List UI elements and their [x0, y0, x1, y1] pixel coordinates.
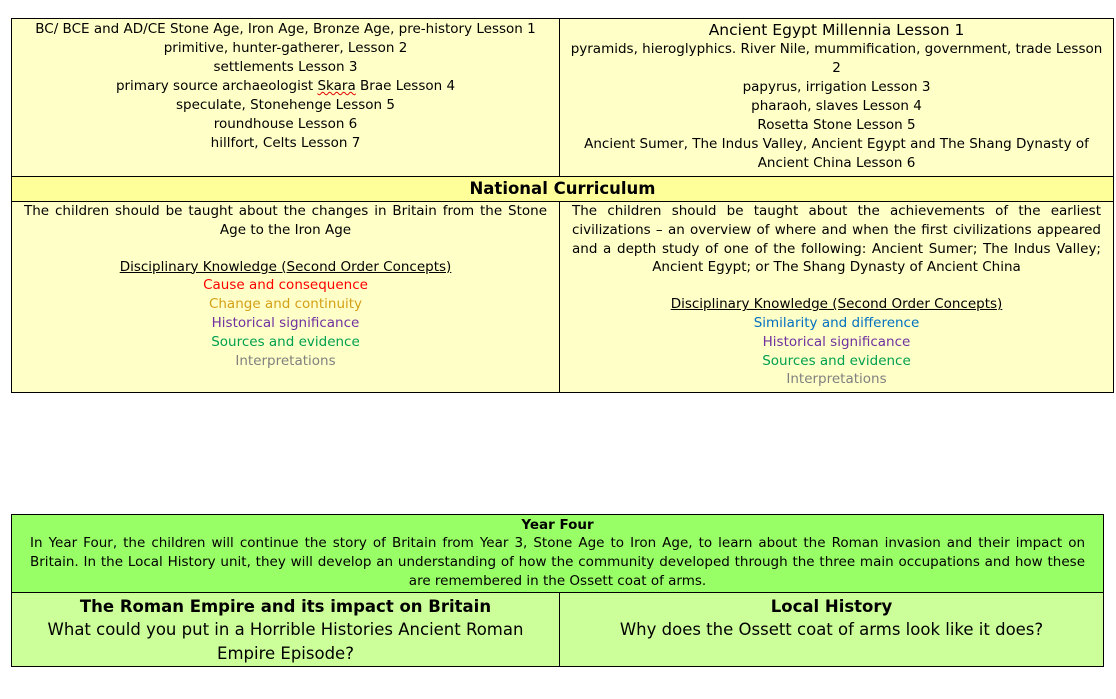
lesson-item: Ancient Egypt Millennia Lesson 1 [708, 21, 965, 39]
nc-left-statement: The children should be taught about the changes in Britain from the Stone Age to the Iron Age [24, 203, 547, 238]
lesson-item: BC/ BCE and AD/CE Stone Age, Iron Age, Bronze Age, pre-history Lesson 1 [35, 21, 536, 37]
nc-left-content [12, 202, 559, 373]
nc-left-cell [12, 202, 560, 393]
lesson-item [20, 77, 551, 96]
lesson-item: roundhouse Lesson 6 [213, 116, 358, 132]
lesson-item: hillfort, Celts Lesson 7 [210, 135, 361, 151]
lesson-text: primary source archaeologist [115, 78, 318, 94]
nc-right-cell [560, 202, 1114, 393]
nc-right-statement: The children should be taught about the achievements of the earliest civilizations – an overview of where and when the first civilizations appeared and a depth study of one of the following: Ancient Sumer; The Indus Valley; Ancient Egypt; or The Shang Dynasty of Ancient China [572, 203, 1101, 276]
unit-roman-empire [12, 593, 560, 667]
concept-interpretations: Interpretations [786, 371, 887, 388]
year-four-overview [12, 515, 1104, 593]
unit-local-history [560, 593, 1104, 667]
lesson-item: primitive, hunter-gatherer, Lesson 2 [163, 40, 408, 56]
concept-interpretations: Interpretations [235, 352, 336, 369]
lessons-left-list [12, 19, 559, 153]
spelling-flagged-word: Skara [317, 78, 356, 94]
lesson-item: pyramids, hieroglyphics. River Nile, mummification, government, trade Lesson 2 [570, 41, 1103, 76]
unit-question: What could you put in a Horrible Histories Ancient Roman Empire Episode? [47, 620, 524, 663]
concept-list [24, 276, 547, 370]
unit-question: Why does the Ossett coat of arms look like it does? [619, 620, 1044, 639]
concept-similarity-and-difference: Similarity and difference [753, 314, 920, 331]
disciplinary-knowledge-title: Disciplinary Knowledge (Second Order Concepts) [119, 258, 452, 275]
year-four-title: Year Four [521, 517, 594, 533]
lesson-item: papyrus, irrigation Lesson 3 [742, 79, 931, 95]
disciplinary-knowledge-title: Disciplinary Knowledge (Second Order Concepts) [670, 296, 1003, 313]
concept-list [572, 314, 1101, 389]
year-four-intro: In Year Four, the children will continue the story of Britain from Year 3, Stone Age to Iron Age, to learn about the Roman invasion and their impact on Britain. In the Local History unit, they will develop an understanding of how the community developed through the three main occupations and how these are remembered in the Ossett coat of arms. [30, 535, 1086, 589]
lesson-item: settlements Lesson 3 [213, 59, 358, 75]
lessons-right-list [560, 19, 1113, 173]
concept-change-and-continuity: Change and continuity [208, 296, 363, 313]
concept-historical-significance: Historical significance [762, 333, 911, 350]
concept-cause-and-consequence: Cause and consequence [203, 277, 368, 294]
national-curriculum-heading: National Curriculum [12, 177, 1114, 202]
unit-title: Local History [770, 597, 893, 616]
lesson-item: Ancient Sumer, The Indus Valley, Ancient Egypt and The Shang Dynasty of Ancient China Lesson 6 [584, 136, 1089, 171]
nc-right-content [560, 202, 1113, 392]
year-three-table [11, 18, 1114, 393]
lessons-right-cell [560, 19, 1114, 177]
concept-sources-and-evidence: Sources and evidence [211, 333, 360, 350]
unit-title: The Roman Empire and its impact on Britain [79, 597, 492, 616]
concept-historical-significance: Historical significance [211, 314, 360, 331]
lesson-item: Rosetta Stone Lesson 5 [757, 117, 916, 133]
lesson-text: Brae Lesson 4 [355, 78, 456, 94]
lesson-item: pharaoh, slaves Lesson 4 [751, 98, 922, 114]
lessons-left-cell [12, 19, 560, 177]
lesson-item: speculate, Stonehenge Lesson 5 [175, 97, 395, 113]
year-four-table [11, 514, 1104, 667]
concept-sources-and-evidence: Sources and evidence [762, 352, 911, 369]
